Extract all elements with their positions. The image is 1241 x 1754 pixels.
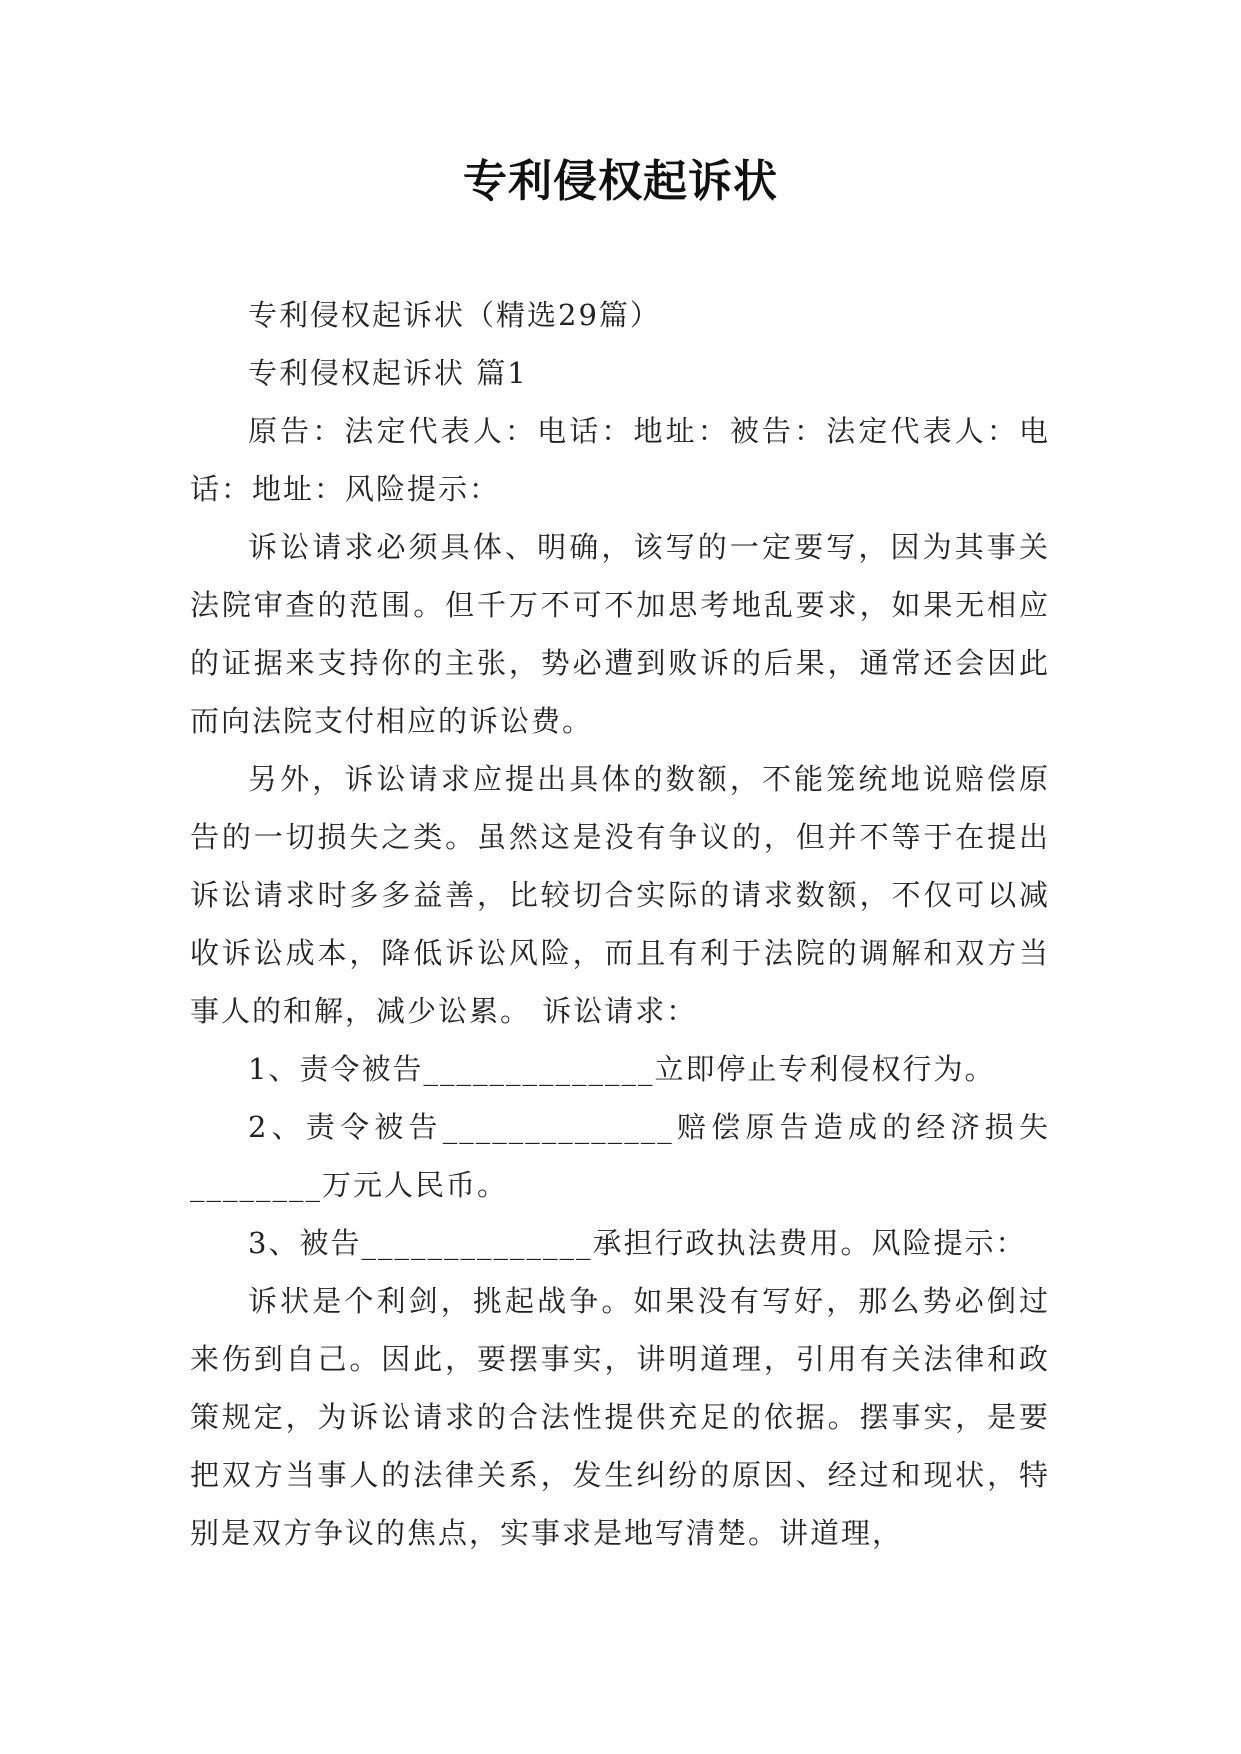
paragraph-parties: 原告：法定代表人：电话：地址：被告：法定代表人：电话：地址：风险提示：: [190, 414, 1050, 506]
document-body: [190, 286, 1050, 1562]
paragraph-subtitle: 专利侵权起诉状（精选29篇）: [248, 298, 661, 332]
paragraph-claim-2: 2、责令被告______________赔偿原告造成的经济损失________万元人民币。: [190, 1110, 1050, 1202]
paragraph-claim-1: 1、责令被告______________立即停止专利侵权行为。: [248, 1052, 996, 1086]
paragraph-claim-3: 3、被告______________承担行政执法费用。风险提示：: [248, 1226, 1027, 1260]
paragraph-risk-note-1: 诉讼请求必须具体、明确，该写的一定要写，因为其事关法院审查的范围。但千万不可不加思考地乱要求，如果无相应的证据来支持你的主张，势必遭到败诉的后果，通常还会因此而向法院支付相应的诉讼费。: [190, 530, 1050, 738]
document-title: 专利侵权起诉状: [463, 156, 778, 207]
paragraph-risk-note-2: 另外，诉讼请求应提出具体的数额，不能笼统地说赔偿原告的一切损失之类。虽然这是没有争议的，但并不等于在提出诉讼请求时多多益善，比较切合实际的请求数额，不仅可以减收诉讼成本，降低诉讼风险，而且有利于法院的调解和双方当事人的和解，减少讼累。 诉讼请求：: [190, 762, 1050, 1028]
paragraph-risk-note-3: 诉状是个利剑，挑起战争。如果没有写好，那么势必倒过来伤到自己。因此，要摆事实，讲明道理，引用有关法律和政策规定，为诉讼请求的合法性提供充足的依据。摆事实，是要把双方当事人的法律关系，发生纠纷的原因、经过和现状，特别是双方争议的焦点，实事求是地写清楚。讲道理，: [190, 1284, 1050, 1550]
paragraph-section-heading: 专利侵权起诉状 篇1: [248, 356, 528, 390]
